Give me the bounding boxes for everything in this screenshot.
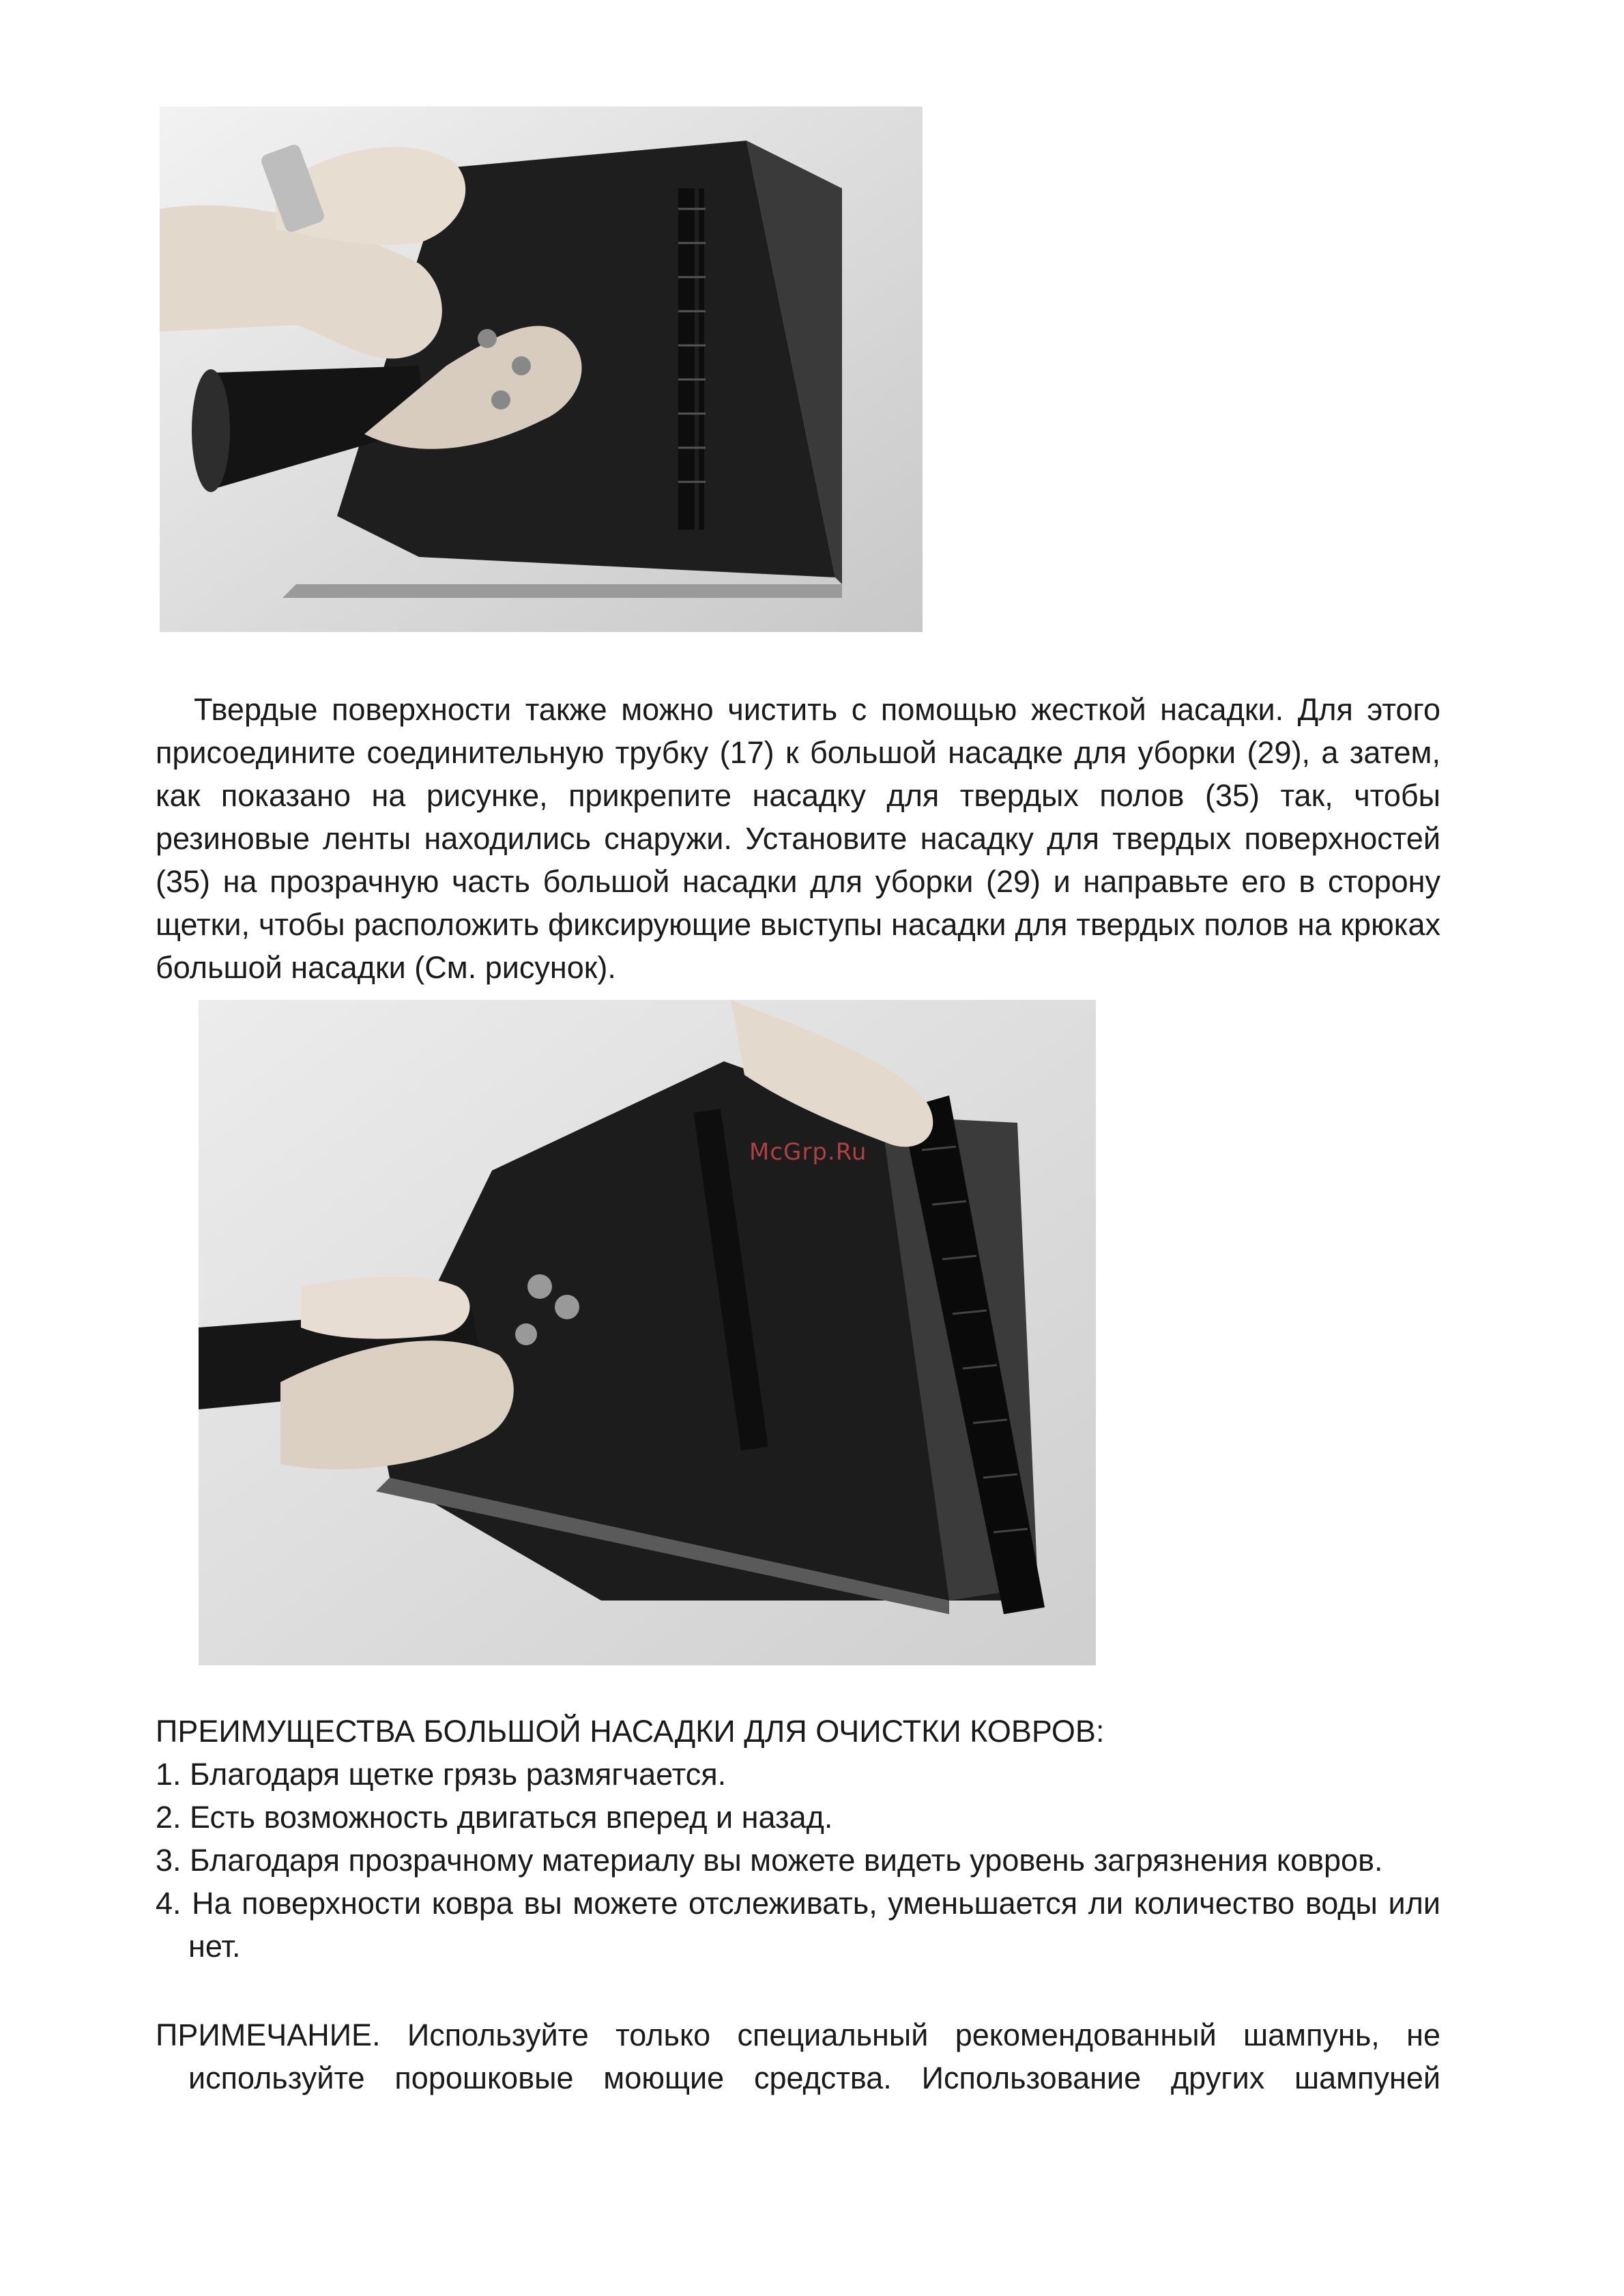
list-item: 3. Благодаря прозрачному материалу вы можете видеть уровень загрязнения ковров. [156,1843,1383,1878]
photo-hard-floor-nozzle-illustration [199,1000,1096,1665]
list-item: 4. На поверхности ковра вы можете отслеживать, уменьшается ли количество воды или нет. [156,1886,1440,1964]
photo-nozzle-attach-illustration [160,106,923,632]
list-item: 1. Благодаря щетке грязь размягчается. [156,1757,727,1792]
instruction-paragraph: Твердые поверхности также можно чистить с помощью жесткой насадки. Для этого присоедините соединительную трубку (17) к большой насадке для уборки (29), а затем, как показано на рисунке, прикрепите насадку для твердых полов (35) так, чтобы резиновые ленты находились снаружи. Установите насадку для твердых поверхностей (35) на прозрачную часть большой насадки для уборки (29) и направьте его в сторону щетки, чтобы расположить фиксирующие выступы насадки для твердых полов на крюках большой насадки (См. рисунок). [156,692,1440,985]
advantages-list [156,1753,1440,1968]
photo-nozzle-attach [160,106,923,632]
advantages-heading: ПРЕИМУЩЕСТВА БОЛЬШОЙ НАСАДКИ ДЛЯ ОЧИСТКИ КОВРОВ: [156,1714,1105,1749]
note-paragraph: ПРИМЕЧАНИЕ. Используйте только специальный рекомендованный шампунь, не используйте порошковые моющие средства. Использование других шампуней [156,2018,1440,2095]
watermark: McGrp.Ru [749,1138,867,1166]
photo-hard-floor-nozzle [199,1000,1096,1665]
list-item: 2. Есть возможность двигаться вперед и назад. [156,1800,833,1835]
